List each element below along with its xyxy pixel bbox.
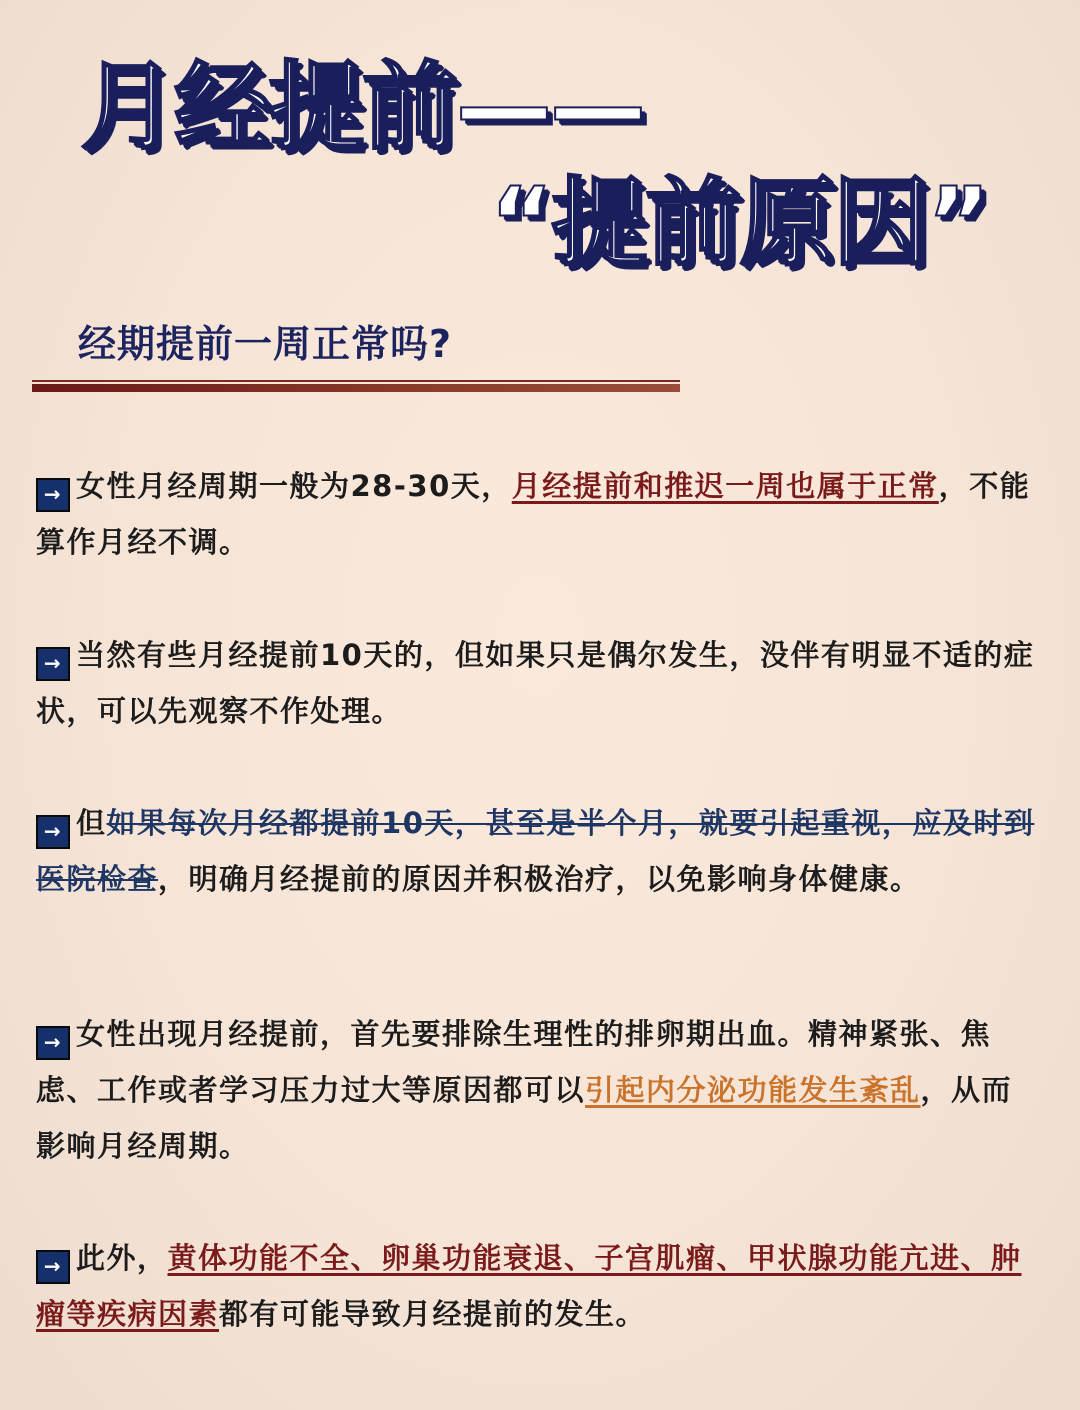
arrow-right-icon: → bbox=[36, 478, 70, 512]
divider-thin bbox=[32, 380, 680, 382]
arrow-right-icon: → bbox=[36, 1026, 70, 1060]
paragraph-text: ，不能算作月经不调。 bbox=[36, 469, 1031, 559]
section-heading: 经期提前一周正常吗? bbox=[78, 322, 453, 366]
paragraph-text: 此外， bbox=[76, 1241, 168, 1275]
paragraph-text: 女性月经周期一般为28-30天， bbox=[76, 469, 512, 503]
main-title-line1: 月经提前—— bbox=[80, 51, 644, 163]
paragraph-text: ，从而影响月经周期。 bbox=[36, 1073, 1013, 1163]
paragraph-text: 女性出现月经提前，首先要排除生理性的排卵期出血。精神紧张、焦虑、工作或者学习压力过大等原因都可以 bbox=[36, 1017, 992, 1107]
paragraph-5 bbox=[36, 1230, 1036, 1342]
paragraph-text: 当然有些月经提前10天的，但如果只是偶尔发生，没伴有明显不适的症状，可以先观察不作处理。 bbox=[36, 638, 1035, 728]
main-title-line2: “提前原因” bbox=[490, 167, 989, 279]
highlight-text: 黄体功能不全、卵巢功能衰退、子宫肌瘤、甲状腺功能亢进、肿瘤等疾病因素 bbox=[36, 1241, 1022, 1331]
paragraph-1 bbox=[36, 458, 1036, 570]
highlight-text: 月经提前和推迟一周也属于正常 bbox=[511, 469, 939, 503]
divider-thick bbox=[32, 384, 680, 392]
paragraph-text: 但 bbox=[76, 806, 107, 840]
arrow-right-icon: → bbox=[36, 1250, 70, 1284]
paragraph-text: 都有可能导致月经提前的发生。 bbox=[219, 1297, 647, 1331]
paragraph-3 bbox=[36, 795, 1036, 907]
strikethrough-text: 如果每次月经都提前10天，甚至是半个月，就要引起重视，应及时到医院检查 bbox=[36, 806, 1035, 896]
paragraph-2 bbox=[36, 627, 1036, 739]
arrow-right-icon: → bbox=[36, 647, 70, 681]
highlight-text: 引起内分泌功能发生紊乱 bbox=[585, 1073, 921, 1107]
arrow-right-icon: → bbox=[36, 815, 70, 849]
paragraph-text: ，明确月经提前的原因并积极治疗，以免影响身体健康。 bbox=[158, 862, 921, 896]
paragraph-4 bbox=[36, 1006, 1036, 1174]
